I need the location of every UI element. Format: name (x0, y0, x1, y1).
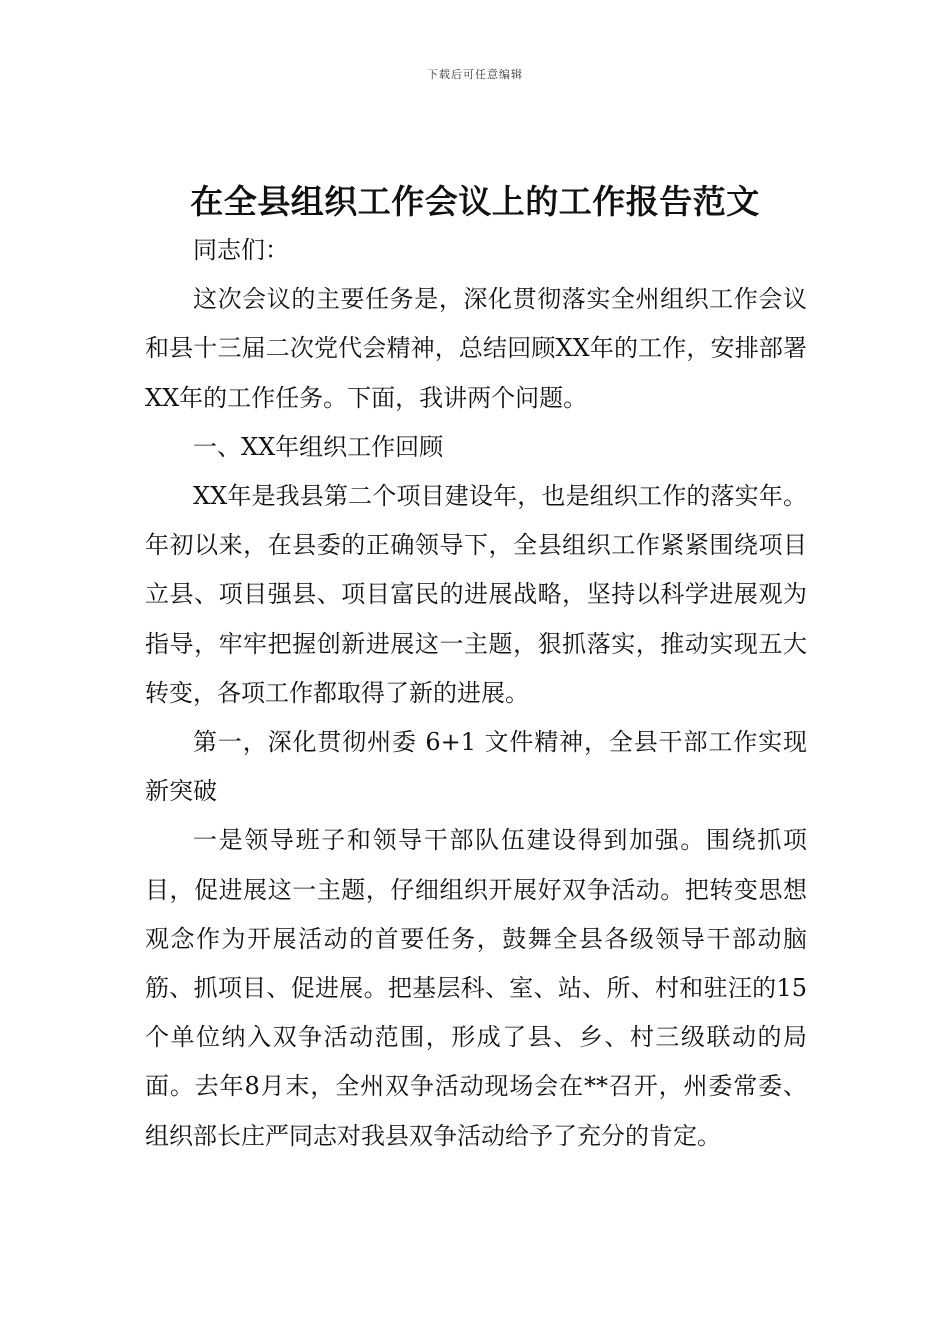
paragraph-leadership: 一是领导班子和领导干部队伍建设得到加强。围绕抓项目，促进展这一主题，仔细组织开展好双争活动。把转变思想观念作为开展活动的首要任务，鼓舞全县各级领导干部动脑筋、抓项目、促进展。把基层科、室、站、所、村和驻汪的15个单位纳入双争活动范围，形成了县、乡、村三级联动的局面。去年8月末，全州双争活动现场会在**召开，州委常委、组织部长庄严同志对我县双争活动给予了充分的肯定。 (145, 826, 807, 1150)
section-heading-1: 一、XX年组织工作回顾 (193, 432, 444, 461)
download-note: 下载后可任意编辑 (427, 68, 523, 81)
paragraph-review: XX年是我县第二个项目建设年，也是组织工作的落实年。年初以来，在县委的正确领导下，全县组织工作紧紧围绕项目立县、项目强县、项目富民的进展战略，坚持以科学进展观为指导，牢牢把握创新进展这一主题，狠抓落实，推动实现五大转变，各项工作都取得了新的进展。 (145, 482, 807, 707)
document-title: 在全县组织工作会议上的工作报告范文 (190, 182, 760, 221)
document-body (145, 226, 807, 1161)
paragraph-greeting: 同志们： (193, 236, 289, 264)
paragraph-intro: 这次会议的主要任务是，深化贯彻落实全州组织工作会议和县十三届二次党代会精神，总结回顾XX年的工作，安排部署XX年的工作任务。下面，我讲两个问题。 (145, 285, 807, 412)
subsection-heading-1: 第一，深化贯彻州委 6+1 文件精神，全县干部工作实现新突破 (145, 728, 807, 806)
